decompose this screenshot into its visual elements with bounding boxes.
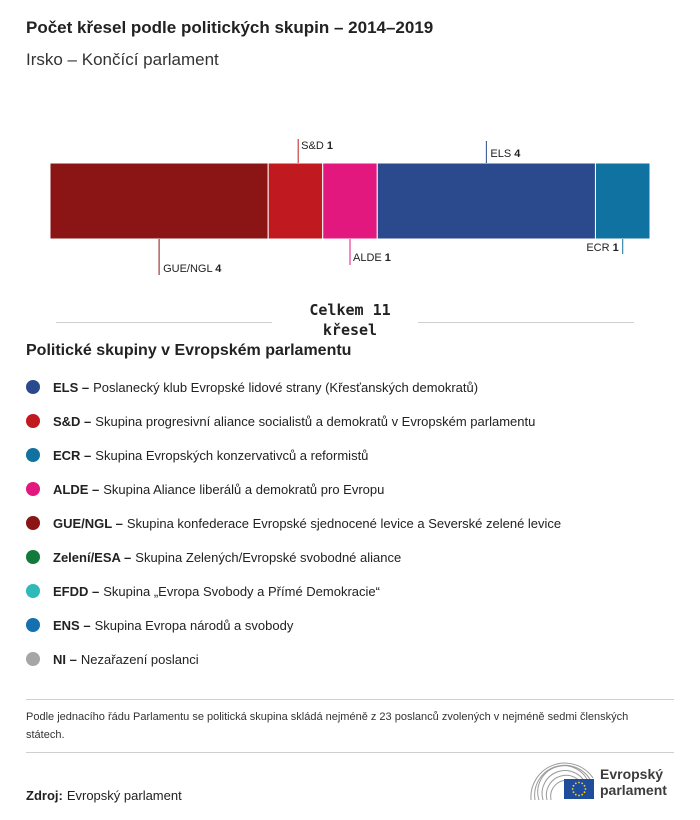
legend-item — [26, 404, 561, 438]
logo-text — [600, 766, 667, 798]
legend-dot — [26, 414, 40, 428]
legend-dot — [26, 618, 40, 632]
legend-name: Nezařazení poslanci — [80, 651, 199, 667]
source-value: Evropský parlament — [66, 788, 182, 803]
segment-label-gue-ngl — [163, 263, 222, 275]
legend-item — [26, 472, 561, 506]
bar-segment-ecr — [595, 163, 650, 239]
segment-group-ecr: ECR — [586, 242, 613, 254]
segment-group-gue-ngl: GUE/NGL — [163, 263, 216, 275]
segment-value-s-d: 1 — [326, 140, 333, 152]
segment-value-gue-ngl: 4 — [215, 263, 222, 275]
legend-item — [26, 506, 561, 540]
bar-segment-s-d — [268, 163, 323, 239]
legend-item — [26, 540, 561, 574]
bar-segment-alde — [323, 163, 378, 239]
segment-group-alde: ALDE — [353, 252, 385, 264]
legend-abbr: ENS – — [53, 617, 91, 633]
legend-item — [26, 370, 561, 404]
legend-item — [26, 574, 561, 608]
legend-dot — [26, 448, 40, 462]
legend-abbr: EFDD – — [53, 583, 100, 599]
legend-abbr: NI – — [53, 651, 77, 667]
legend-abbr: ELS – — [53, 379, 90, 395]
legend-name: Skupina Evropských konzervativců a reformistů — [95, 447, 369, 463]
footer-divider-top — [26, 699, 674, 700]
legend-name: Poslanecký klub Evropské lidové strany (Křesťanských demokratů) — [93, 379, 479, 395]
legend-item — [26, 438, 561, 472]
segment-value-alde: 1 — [384, 252, 391, 264]
legend-abbr: GUE/NGL – — [53, 515, 123, 531]
legend-dot — [26, 584, 40, 598]
total-seats-unit: křesel — [322, 321, 378, 339]
segment-value-ecr: 1 — [612, 242, 619, 254]
segment-group-els: ELS — [490, 148, 515, 160]
segment-label-alde — [353, 252, 391, 264]
bar-segment-els — [377, 163, 595, 239]
legend-dot — [26, 482, 40, 496]
legend-name: Skupina „Evropa Svobody a Přímé Demokracie“ — [103, 583, 380, 599]
legend-dot — [26, 652, 40, 666]
legend-abbr: S&D – — [53, 413, 92, 429]
stacked-bar-chart — [0, 0, 700, 300]
legend-title: Politické skupiny v Evropském parlamentu — [26, 342, 352, 359]
bar-segment-gue-ngl — [50, 163, 268, 239]
legend-name: Skupina konfederace Evropské sjednocené levice a Severské zelené levice — [126, 515, 562, 531]
segment-label-s-d — [301, 140, 333, 152]
chart-title: Počet křesel podle politických skupin – 2014–2019 — [26, 18, 434, 37]
source-line — [26, 788, 182, 803]
logo-line-1: Evropský — [600, 766, 664, 782]
legend-name: Skupina Evropa národů a svobody — [94, 617, 294, 633]
footer-divider-bottom — [26, 752, 674, 753]
legend-dot — [26, 516, 40, 530]
legend-name: Skupina Zelených/Evropské svobodné aliance — [135, 549, 402, 565]
legend — [26, 370, 561, 676]
segment-label-els — [490, 148, 521, 160]
segment-label-ecr — [586, 242, 618, 254]
chart-subtitle: Irsko – Končící parlament — [26, 50, 219, 69]
legend-item — [26, 608, 561, 642]
total-seats-count: Celkem 11 — [309, 301, 391, 319]
legend-abbr: ALDE – — [53, 481, 100, 497]
source-label: Zdroj: — [26, 788, 63, 803]
legend-abbr: Zelení/ESA – — [53, 549, 132, 565]
footnote: Podle jednacího řádu Parlamentu se politická skupina skládá nejméně z 23 poslanců zvolených v nejméně sedmi členských státech. — [26, 711, 629, 741]
legend-name: Skupina progresivní aliance socialistů a demokratů v Evropském parlamentu — [95, 413, 536, 429]
segment-group-s-d: S&D — [301, 140, 327, 152]
legend-item — [26, 642, 561, 676]
total-seats-label — [0, 300, 700, 340]
segment-value-els: 4 — [514, 148, 521, 160]
legend-dot — [26, 380, 40, 394]
legend-name: Skupina Aliance liberálů a demokratů pro Evropu — [103, 481, 385, 497]
legend-abbr: ECR – — [53, 447, 92, 463]
logo-line-2: parlament — [600, 782, 667, 798]
legend-dot — [26, 550, 40, 564]
